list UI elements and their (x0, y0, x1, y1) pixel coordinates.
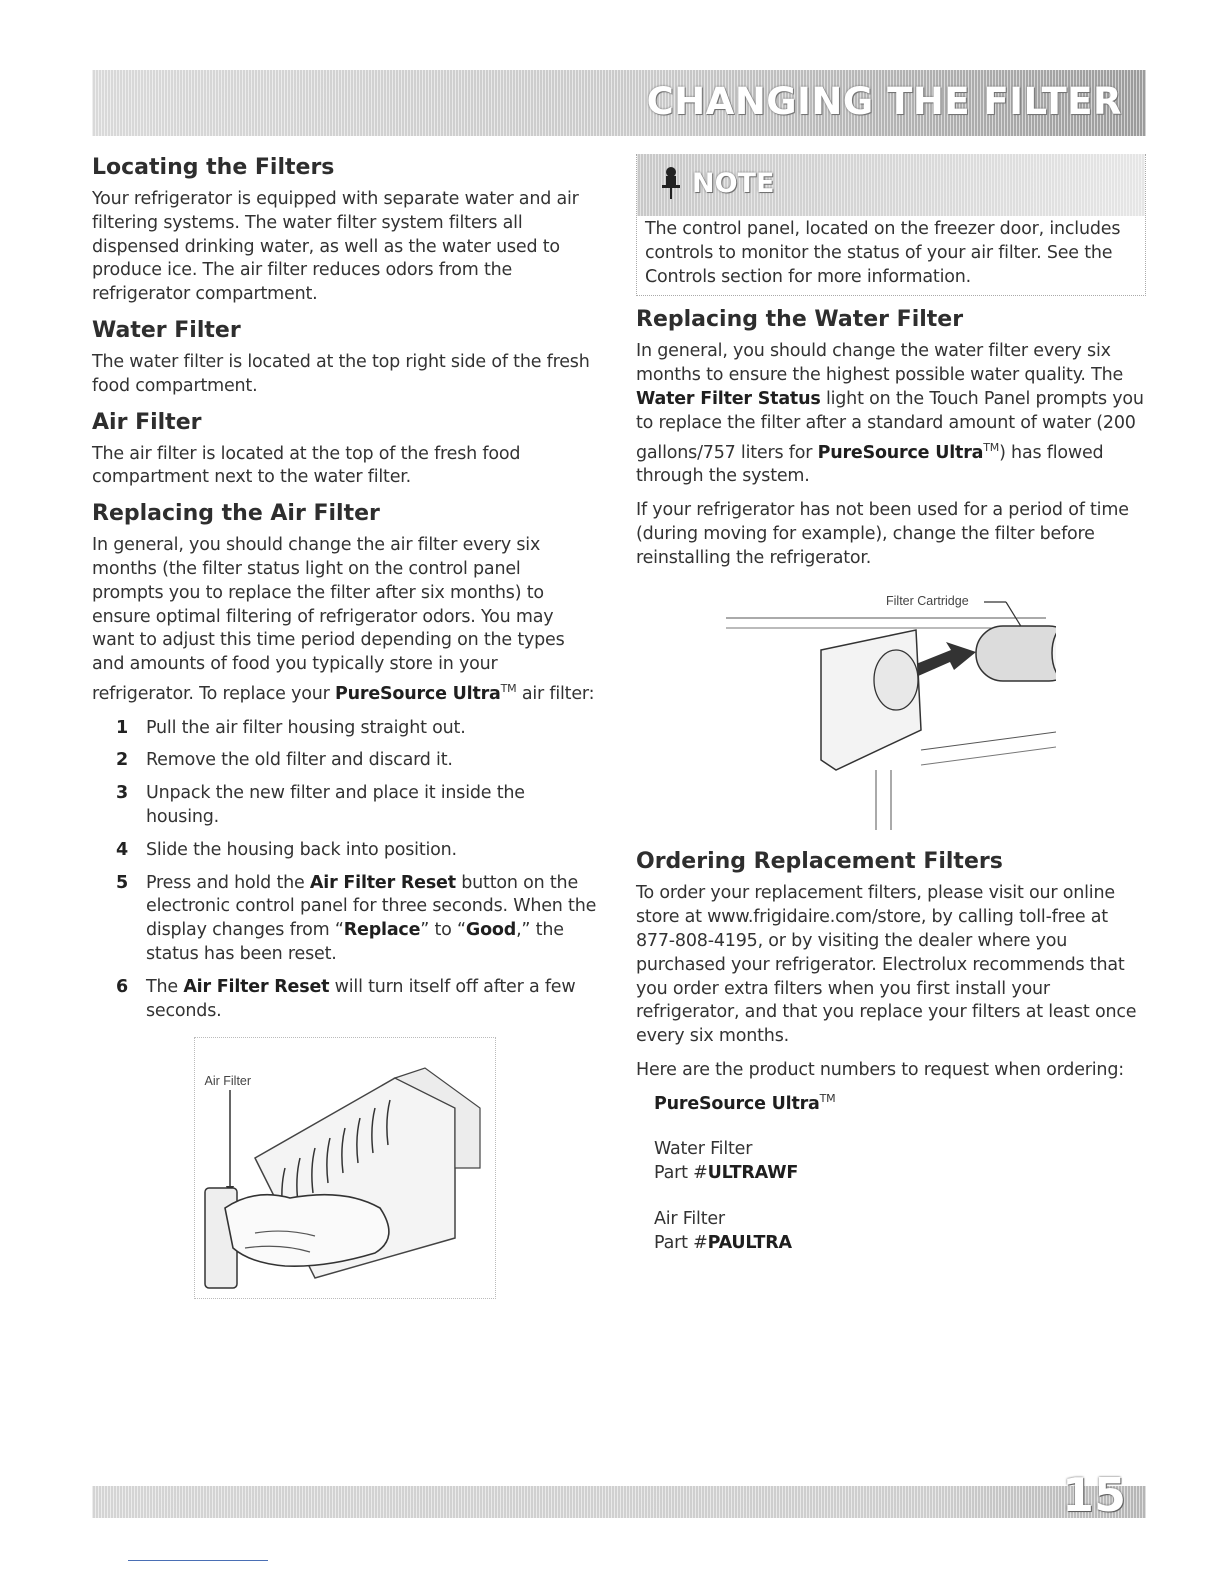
replacing-water-body: In general, you should change the water filter every six months to ensure the highest possible water quality. The Water Filter Status light on the Touch Panel prompts you to replace the filter after a standard amount of water (200 gallons/757 liters for PureSource Ultra™) has flowed through the system. (636, 341, 1144, 487)
water-filter-illustration (726, 580, 1056, 830)
ordering-body: To order your replacement filters, please visit our online store at www.frigidaire.com/store, by calling toll-free at 877-808-4195, or by visiting the dealer where you purchased your refrigerator. Electrolux recommends that you order extra filters when you first install your refrigerator, and that you replace your filters at least once every six months. (636, 883, 1137, 1047)
ordering-heading: Ordering Replacement Filters (636, 849, 1003, 875)
water-filter-label: Water Filter (654, 1139, 753, 1160)
replacing-air-body: In general, you should change the air filter every six months (the filter status light on the control panel prompts you to replace the filter after six months) to ensure optimal filtering of refrigerator odors. You may want to adjust this time period depending on the types and amounts of food you typically store in your refrigerator. To replace your PureSource Ultra™ air filter: (92, 535, 595, 704)
water-filter-body: The water filter is located at the top right side of the fresh food compartment. (92, 351, 590, 396)
air-filter-steps (92, 717, 597, 1024)
footer-divider (128, 1560, 268, 1561)
step-item: 2 Remove the old filter and discard it. (116, 750, 453, 771)
page-number: 15 (1061, 1468, 1126, 1522)
water-filter-part: Part #ULTRAWF (654, 1163, 799, 1184)
brand-name: PureSource Ultra (335, 683, 501, 704)
water-filter-drawing (726, 580, 1056, 830)
step-item: 4 Slide the housing back into position. (116, 839, 457, 860)
air-filter-illustration (194, 1037, 496, 1299)
replacing-air-heading: Replacing the Air Filter (92, 501, 380, 527)
product-brand: PureSource Ultra™ (654, 1091, 836, 1114)
header-banner (92, 70, 1146, 136)
note-title: NOTE (692, 168, 775, 199)
right-column (636, 154, 1146, 1256)
footer-bar (92, 1468, 1146, 1522)
locating-body: Your refrigerator is equipped with separate water and air filtering systems. The water filter system filters all dispensed drinking water, as well as the water used to produce ice. The air filter reduces odors from the refrigerator compartment. (92, 189, 579, 305)
ordering-intro: Here are the product numbers to request when ordering: (636, 1059, 1124, 1080)
air-filter-heading: Air Filter (92, 409, 202, 435)
step-item: 5 Press and hold the Air Filter Reset button on the electronic control panel for three seconds. When the display changes from “Replace” to “Good,” the status has been reset. (116, 872, 597, 964)
pushpin-icon (659, 166, 683, 204)
product-list (654, 1087, 1146, 1256)
air-filter-label: Air Filter (654, 1208, 725, 1229)
note-header (637, 154, 1145, 216)
air-filter-figure-label: Air Filter (204, 1074, 252, 1089)
step-item: 6 The Air Filter Reset will turn itself off after a few seconds. (116, 976, 576, 1021)
water-filter-figure-label: Filter Cartridge (886, 594, 969, 609)
note-box (636, 154, 1146, 296)
air-filter-part: Part #PAULTRA (654, 1232, 792, 1253)
air-filter-body: The air filter is located at the top of the fresh food compartment next to the water filter. (92, 443, 521, 488)
water-filter-heading: Water Filter (92, 317, 241, 343)
left-column (92, 154, 597, 1299)
page-title: CHANGING THE FILTER (646, 80, 1122, 123)
locating-heading: Locating the Filters (92, 155, 335, 180)
replacing-water-heading: Replacing the Water Filter (636, 307, 964, 333)
step-item: 3 Unpack the new filter and place it inside the housing. (116, 783, 525, 827)
step-item: 1 Pull the air filter housing straight out. (116, 717, 466, 738)
replacing-water-note: If your refrigerator has not been used for a period of time (during moving for example), change the filter before reinstalling the refrigerator. (636, 500, 1129, 568)
note-body: The control panel, located on the freezer door, includes controls to monitor the status of your air filter. See the Controls section for more information. (645, 219, 1121, 287)
